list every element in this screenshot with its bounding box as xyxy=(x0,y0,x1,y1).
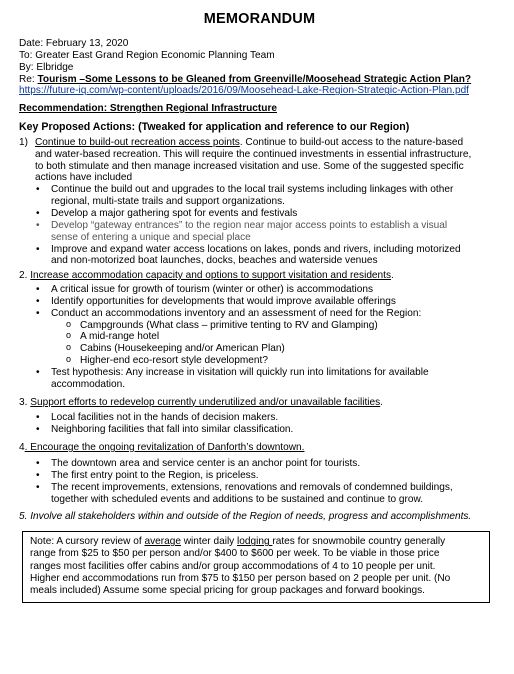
recommendation-heading: Recommendation: Strengthen Regional Infrastructure xyxy=(19,103,277,115)
section-1-text-line: and water-based recreation. This will require the continued investments in essential infrastructure, xyxy=(35,148,472,160)
list-item-line: regional, multi-state trails and support organizations. xyxy=(51,196,285,208)
list-item xyxy=(19,367,500,391)
note-line: meals included) Assume some special pricing for group packages and forward bookings. xyxy=(30,585,425,597)
list-item-line: accommodation. xyxy=(51,378,126,390)
section-1 xyxy=(19,137,500,184)
section-4-bullets xyxy=(19,458,500,505)
list-item xyxy=(19,220,500,244)
note-line: range from $25 to $50 per person and/or $400 to $600 per week. To be viable in those price xyxy=(30,548,440,560)
list-item-line: sense of entering a unique and special place xyxy=(51,231,251,243)
list-item-line: • Test hypothesis: Any increase in visitation will quickly run into limitations for available xyxy=(51,366,429,378)
section-2-period: . xyxy=(391,270,394,282)
re-label: Re: xyxy=(19,73,38,85)
list-item xyxy=(19,308,500,320)
note-line xyxy=(30,536,483,548)
sub-list-item-line: o Cabins (Housekeeping and/or American Plan) xyxy=(80,343,285,355)
note-line: ranges most facilities offer cabins and/or group accommodations of 4 to 10 people per unit. xyxy=(30,560,436,572)
section-2-bullets xyxy=(19,284,500,320)
memo-by: By: Elbridge xyxy=(19,61,74,73)
section-2-sub-bullets xyxy=(19,320,500,367)
list-item-line: • Identify opportunities for developments that would improve available offerings xyxy=(51,295,396,307)
section-4-number: 4 xyxy=(19,442,25,454)
memo-header xyxy=(19,38,500,97)
list-item-line: • Develop a major gathering spot for events and festivals xyxy=(51,207,298,219)
note-box xyxy=(22,531,490,603)
note-text: winter daily xyxy=(180,536,238,548)
section-1-lead: . Continue to build-out access to the nature-based xyxy=(239,136,464,148)
section-1-heading: Continue to build-out recreation access points xyxy=(35,136,240,148)
list-item xyxy=(19,284,500,296)
sub-list-item xyxy=(19,331,500,343)
list-item xyxy=(19,482,500,506)
section-2-bullets-cont xyxy=(19,367,500,391)
memo-re xyxy=(19,74,500,86)
section-3-period: . xyxy=(380,396,383,408)
sub-list-item-line: o A mid-range hotel xyxy=(80,331,160,343)
list-item-line: and non-motorized boat launches, docks, beaches and waterside venues xyxy=(51,255,378,267)
list-item-line: • The first entry point to the Region, is priceless. xyxy=(51,469,259,481)
section-1-text-line: actions have included xyxy=(35,172,133,184)
note-line: Higher end accommodations run from $75 to $150 per person based on 2 people per unit. (No xyxy=(30,572,451,584)
list-item xyxy=(19,244,500,268)
list-item xyxy=(19,458,500,470)
source-link[interactable]: https://future-iq.com/wp-content/uploads/2016/09/Moosehead-Lake-Region-Strategic-Action-Plan.pdf xyxy=(19,85,469,97)
list-item-line: • Conduct an accommodations inventory and an assessment of need for the Region: xyxy=(51,307,422,319)
list-item-line: • Neighboring facilities that fall into similar classification. xyxy=(51,424,294,436)
list-item-line: • The recent improvements, extensions, renovations and removals of condemned buildings, xyxy=(51,481,453,493)
section-3-bullets xyxy=(19,412,500,436)
list-item xyxy=(19,412,500,424)
note-average: average xyxy=(144,536,181,548)
section-5: 5. Involve all stakeholders within and outside of the Region of needs, progress and accomplishments. xyxy=(19,511,472,523)
memo-title: MEMORANDUM xyxy=(203,11,316,27)
memo-to: To: Greater East Grand Region Economic Planning Team xyxy=(19,49,275,61)
list-item xyxy=(19,296,500,308)
section-2-number: 2. xyxy=(19,270,31,282)
sub-list-item-line: o Higher-end eco-resort style development? xyxy=(80,355,268,367)
list-item xyxy=(19,470,500,482)
section-2-heading: Increase accommodation capacity and options to support visitation and residents xyxy=(30,270,392,282)
section-4-heading-line xyxy=(19,442,500,454)
section-3-number: 3. xyxy=(19,396,31,408)
note-text: Note: A cursory review of xyxy=(30,536,145,548)
sub-list-item-line: o Campgrounds (What class – primitive tenting to RV and Glamping) xyxy=(80,319,378,331)
list-item-line: • Develop “gateway entrances” to the region near major access points to establish a visual xyxy=(51,219,448,231)
list-item-line: • A critical issue for growth of tourism (winter or other) is accommodations xyxy=(51,284,373,296)
re-subject: Tourism –Some Lessons to be Gleaned from Greenville/Moosehead Strategic Action Plan? xyxy=(37,73,472,85)
key-actions-heading: Key Proposed Actions: (Tweaked for application and reference to our Region) xyxy=(19,121,410,134)
section-1-bullets xyxy=(19,184,500,267)
list-item-line: • Continue the build out and upgrades to the local trail systems including linkages with other xyxy=(51,184,454,196)
section-1-text-line: to both stimulate and then manage increased visitation and use. Some of the suggested specific xyxy=(35,160,464,172)
list-item-line: together with scheduled events and additions to be sustained and continue to grow. xyxy=(51,493,424,505)
note-lodging: lodging xyxy=(237,536,273,548)
section-3-heading: Support efforts to redevelop currently underutilized and/or unavailable facilities xyxy=(30,396,381,408)
list-item xyxy=(19,424,500,436)
section-3-heading-line xyxy=(19,397,500,409)
section-1-number: 1) xyxy=(19,136,28,148)
memo-date: Date: February 13, 2020 xyxy=(19,38,129,49)
list-item xyxy=(19,184,500,208)
sub-list-item xyxy=(19,355,500,367)
note-text: rates for snowmobile country generally xyxy=(272,536,446,548)
list-item-line: • The downtown area and service center is an anchor point for tourists. xyxy=(51,458,361,469)
list-item-line: • Local facilities not in the hands of decision makers. xyxy=(51,412,279,424)
sub-list-item xyxy=(19,320,500,332)
section-2-heading-line xyxy=(19,270,500,282)
sub-list-item xyxy=(19,343,500,355)
list-item xyxy=(19,208,500,220)
list-item-line: • Improve and expand water access locations on lakes, ponds and rivers, including motorized xyxy=(51,243,461,255)
section-4-heading: . Encourage the ongoing revitalization of Danforth’s downtown. xyxy=(24,442,305,454)
